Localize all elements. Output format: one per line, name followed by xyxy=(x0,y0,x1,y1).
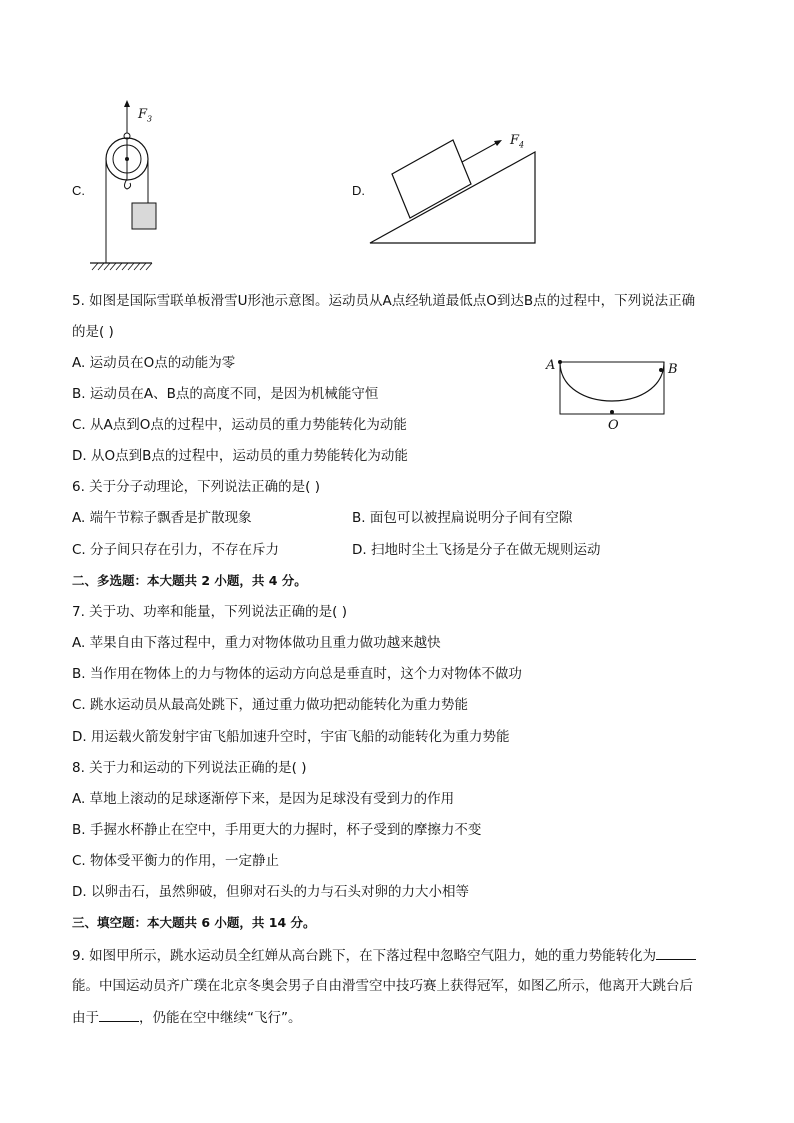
q8-option-a: A. 草地上滚动的足球逐渐停下来，是因为足球没有受到力的作用 xyxy=(72,791,455,807)
q9-blank-2[interactable] xyxy=(99,1008,139,1022)
q9-blank-1[interactable] xyxy=(656,946,696,960)
q8-option-b: B. 手握水杯静止在空中，手用更大的力握时，杯子受到的摩擦力不变 xyxy=(72,822,482,838)
q5-stem-line1: 5. 如图是国际雪联单板滑雪U形池示意图。运动员从A点经轨道最低点O到达B点的过程中，下列说法正确 xyxy=(72,293,696,309)
option-c-label: C. xyxy=(72,183,85,198)
q6-option-b: B. 面包可以被捏扁说明分子间有空隙 xyxy=(352,510,573,526)
q8-option-d: D. 以卵击石，虽然卵破，但卵对石头的力与石头对卵的力大小相等 xyxy=(72,884,469,900)
section-3-heading: 三、填空题：本大题共 6 小题，共 14 分。 xyxy=(72,915,316,930)
point-o-label: O xyxy=(608,418,619,433)
point-a-label: A xyxy=(546,358,556,373)
figure-c xyxy=(70,95,190,275)
q8-stem: 8. 关于力和运动的下列说法正确的是( ) xyxy=(72,760,307,776)
q7-stem: 7. 关于功、功率和能量，下列说法正确的是( ) xyxy=(72,604,347,620)
q5-option-c: C. 从A点到O点的过程中，运动员的重力势能转化为动能 xyxy=(72,417,407,433)
point-b-label: B xyxy=(668,362,678,377)
q6-option-c: C. 分子间只存在引力，不存在斥力 xyxy=(72,542,280,558)
option-d-label: D. xyxy=(352,183,365,198)
q9-line2: 能。中国运动员齐广璞在北京冬奥会男子自由滑雪空中技巧赛上获得冠军，如图乙所示，他离开大跳台后 xyxy=(72,978,693,994)
force-f4-label: $F_4$ xyxy=(510,133,525,150)
section-2-heading: 二、多选题：本大题共 2 小题，共 4 分。 xyxy=(72,573,307,588)
force-f3-label: $F_3$ xyxy=(138,107,153,124)
q9-text-3a: 由于 xyxy=(72,1010,99,1026)
figure-d xyxy=(350,125,550,250)
u-pool-figure xyxy=(540,352,690,442)
q6-stem: 6. 关于分子动理论，下列说法正确的是( ) xyxy=(72,479,320,495)
q8-option-c: C. 物体受平衡力的作用，一定静止 xyxy=(72,853,280,869)
q7-option-c: C. 跳水运动员从最高处跳下，通过重力做功把动能转化为重力势能 xyxy=(72,697,469,713)
q9-text-3b: ，仍能在空中继续“飞行”。 xyxy=(139,1010,302,1026)
pulley-diagram xyxy=(70,95,190,275)
q7-option-a: A. 苹果自由下落过程中，重力对物体做功且重力做功越来越快 xyxy=(72,635,441,651)
q6-option-d: D. 扫地时尘土飞扬是分子在做无规则运动 xyxy=(352,542,601,558)
q5-option-b: B. 运动员在A、B点的高度不同，是因为机械能守恒 xyxy=(72,386,379,402)
q5-option-d: D. 从O点到B点的过程中，运动员的重力势能转化为动能 xyxy=(72,448,408,464)
q5-option-a: A. 运动员在O点的动能为零 xyxy=(72,355,236,371)
q9-line1 xyxy=(72,946,696,965)
q9-text-1: 9. 如图甲所示，跳水运动员全红婵从高台跳下，在下落过程中忽略空气阻力，她的重力势能转化为 xyxy=(72,948,657,964)
q7-option-d: D. 用运载火箭发射宇宙飞船加速升空时，宇宙飞船的动能转化为重力势能 xyxy=(72,729,510,745)
q5-stem-line2: 的是( ) xyxy=(72,324,114,340)
q7-option-b: B. 当作用在物体上的力与物体的运动方向总是垂直时，这个力对物体不做功 xyxy=(72,666,522,682)
q6-option-a: A. 端午节粽子飘香是扩散现象 xyxy=(72,510,252,526)
q9-line3 xyxy=(72,1008,302,1027)
